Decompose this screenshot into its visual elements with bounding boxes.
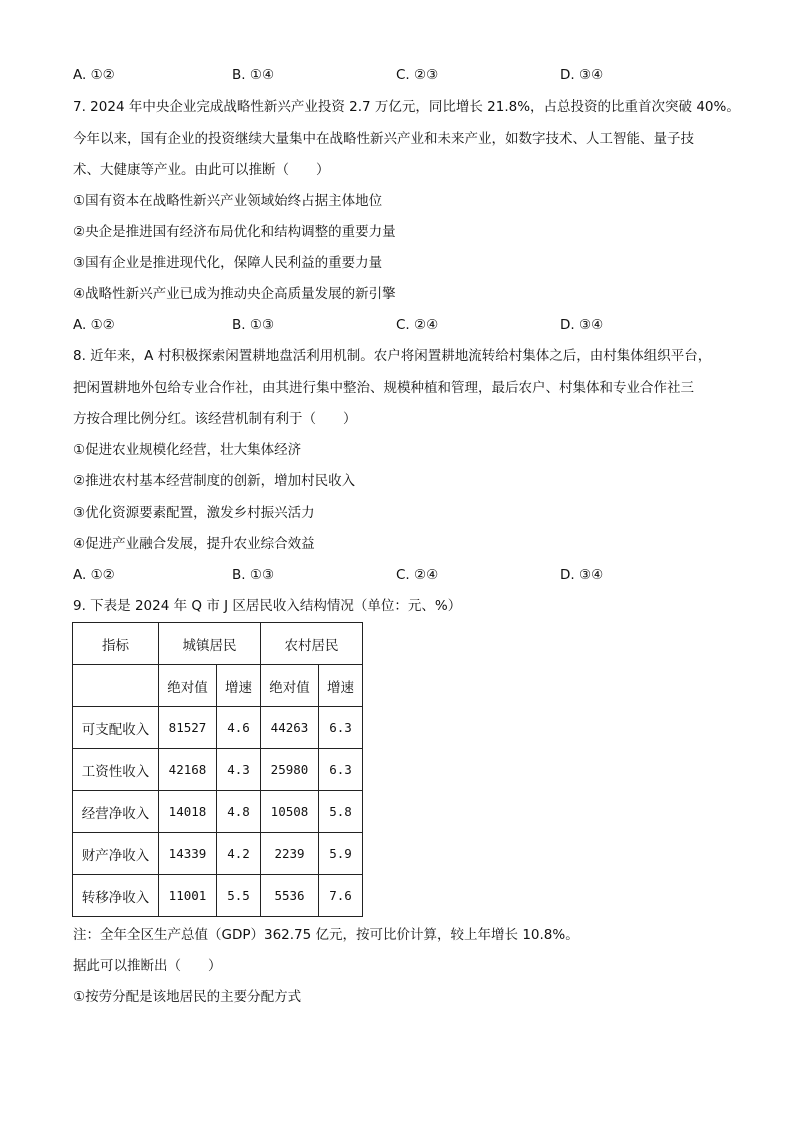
header-cell: 城镇居民 [159, 623, 261, 665]
table-cell: 10508 [261, 791, 319, 833]
option-a: A. ①② [73, 317, 115, 333]
table-cell: 25980 [261, 749, 319, 791]
table-cell: 4.2 [217, 833, 261, 875]
table-cell: 2239 [261, 833, 319, 875]
table-row [73, 875, 363, 917]
option-d: D. ③④ [560, 317, 604, 333]
table-subheader-row [73, 665, 363, 707]
q8-statement: ④促进产业融合发展，提升农业综合效益 [73, 536, 315, 552]
option-d: D. ③④ [560, 567, 604, 583]
q8-text: 方按合理比例分红。该经营机制有利于（ ） [73, 411, 357, 427]
table-row [73, 749, 363, 791]
table-row [73, 833, 363, 875]
table-cell: 5.8 [319, 791, 363, 833]
q8-statement: ③优化资源要素配置，激发乡村振兴活力 [73, 505, 315, 521]
empty-cell [73, 665, 159, 707]
q8-statement: ①促进农业规模化经营，壮大集体经济 [73, 442, 302, 458]
q8-text: 把闲置耕地外包给专业合作社，由其进行集中整治、规模种植和管理，最后农户、村集体和专业合作社三 [73, 380, 694, 396]
q7-statement: ①国有资本在战略性新兴产业领域始终占据主体地位 [73, 193, 383, 209]
option-c: C. ②④ [396, 567, 439, 583]
q8-text: 8. 近年来，A 村积极探索闲置耕地盘活利用机制。农户将闲置耕地流转给村集体之后，由村集体组织平台， [73, 348, 712, 364]
table-cell: 4.6 [217, 707, 261, 749]
q7-text: 术、大健康等产业。由此可以推断（ ） [73, 162, 330, 178]
q8-statement: ②推进农村基本经营制度的创新，增加村民收入 [73, 473, 356, 489]
table-cell: 6.3 [319, 749, 363, 791]
row-label: 工资性收入 [73, 749, 159, 791]
option-a: A. ①② [73, 567, 115, 583]
q9-statement: ①按劳分配是该地居民的主要分配方式 [73, 989, 302, 1005]
q8-options [73, 565, 693, 585]
q7-text: 7. 2024 年中央企业完成战略性新兴产业投资 2.7 万亿元，同比增长 21.8%，占总投资的比重首次突破 40%。 [73, 99, 740, 115]
table-cell: 42168 [159, 749, 217, 791]
table-row [73, 707, 363, 749]
q7-text: 今年以来，国有企业的投资继续大量集中在战略性新兴产业和未来产业，如数字技术、人工智能、量子技 [73, 131, 694, 147]
q7-options [73, 315, 693, 335]
option-a: A. ①② [73, 67, 115, 83]
q6-options [73, 65, 693, 85]
subheader-cell: 增速 [217, 665, 261, 707]
option-d: D. ③④ [560, 67, 604, 83]
q9-title: 9. 下表是 2024 年 Q 市 J 区居民收入结构情况（单位：元、%） [73, 598, 462, 614]
table-header-row [73, 623, 363, 665]
q7-statement: ③国有企业是推进现代化，保障人民利益的重要力量 [73, 255, 383, 271]
table-cell: 5.5 [217, 875, 261, 917]
table-cell: 11001 [159, 875, 217, 917]
table-cell: 6.3 [319, 707, 363, 749]
q7-statement: ②央企是推进国有经济布局优化和结构调整的重要力量 [73, 224, 396, 240]
table-cell: 5536 [261, 875, 319, 917]
table-cell: 4.3 [217, 749, 261, 791]
income-table [72, 622, 363, 917]
option-c: C. ②③ [396, 67, 439, 83]
table-cell: 14339 [159, 833, 217, 875]
table-cell: 5.9 [319, 833, 363, 875]
table-row [73, 791, 363, 833]
q9-prompt: 据此可以推断出（ ） [73, 958, 222, 974]
subheader-cell: 增速 [319, 665, 363, 707]
table-cell: 14018 [159, 791, 217, 833]
row-label: 经营净收入 [73, 791, 159, 833]
option-c: C. ②④ [396, 317, 439, 333]
row-label: 可支配收入 [73, 707, 159, 749]
option-b: B. ①④ [232, 67, 275, 83]
table-cell: 4.8 [217, 791, 261, 833]
table-cell: 44263 [261, 707, 319, 749]
option-b: B. ①③ [232, 567, 275, 583]
subheader-cell: 绝对值 [159, 665, 217, 707]
row-label: 财产净收入 [73, 833, 159, 875]
table-cell: 7.6 [319, 875, 363, 917]
q9-note: 注：全年全区生产总值（GDP）362.75 亿元，按可比价计算，较上年增长 10.8%。 [73, 927, 579, 943]
header-cell: 农村居民 [261, 623, 363, 665]
table-cell: 81527 [159, 707, 217, 749]
subheader-cell: 绝对值 [261, 665, 319, 707]
header-cell: 指标 [73, 623, 159, 665]
option-b: B. ①③ [232, 317, 275, 333]
row-label: 转移净收入 [73, 875, 159, 917]
q7-statement: ④战略性新兴产业已成为推动央企高质量发展的新引擎 [73, 286, 396, 302]
